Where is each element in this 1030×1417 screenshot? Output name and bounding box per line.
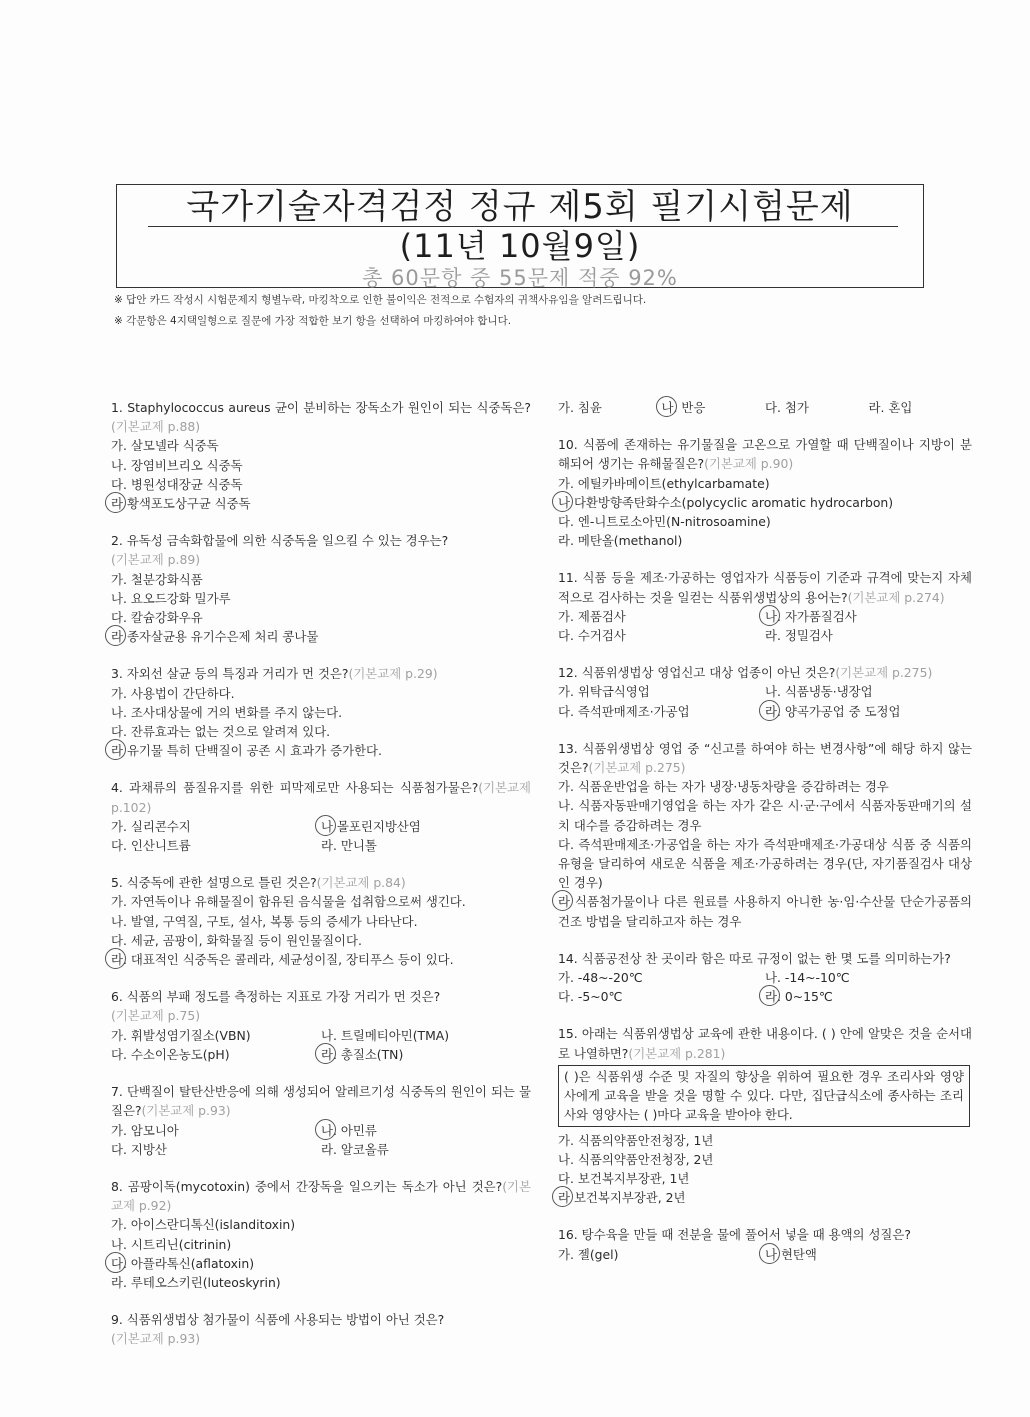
option-ga: 가. 아이스란디톡신(islanditoxin)	[111, 1217, 296, 1233]
question-text: 1. Staphylococcus aureus 균이 분비하는 장독소가 원인이 되는 식중독은?	[111, 400, 531, 415]
question-5	[111, 873, 531, 969]
left-column	[111, 398, 531, 1367]
option-ga: 가. 젤(gel)	[558, 1246, 619, 1262]
textbook-ref: (기본교제 p.88)	[111, 419, 201, 435]
textbook-ref: (기본교제 p.84)	[316, 875, 406, 891]
option-ga: 가. 식품의약품안전청장, 1년	[558, 1132, 714, 1148]
textbook-ref: (기본교제 p.75)	[111, 1008, 201, 1024]
question-11	[558, 568, 972, 645]
option-ga: 가. 에틸카바메이트(ethylcarbamate)	[558, 475, 770, 491]
option-ra-answer: 라. 양곡가공업 중 도정업	[765, 702, 972, 721]
option-ra: 라. 혼입	[868, 400, 913, 415]
question-1	[111, 398, 531, 513]
option-na: 나. 트릴메티아민(TMA)	[321, 1027, 450, 1043]
option-ga: 가. 사용법이 간단하다.	[111, 685, 235, 701]
option-na-answer: 나. 아민류	[321, 1121, 531, 1140]
option-da: 다. 즉석판매제조·가공업을 하는 자가 즉석판매제조·가공대상 식품 중 식품의 유형을 달리하여 새로운 식품을 제조·가공하려는 경우(단, 자기품질검사 대상인 경우)	[558, 836, 972, 891]
option-ra-answer: 라 식품첨가물이나 다른 원료를 사용하지 아니한 농·임·수산물 단순가공품의 건조 방법을 달리하고자 하는 경우	[558, 894, 972, 929]
option-da: 다. 세균, 곰팡이, 화학물질 등이 원인물질이다.	[111, 932, 362, 948]
question-16	[558, 1225, 972, 1263]
question-14	[558, 949, 972, 1007]
question-text: 13. 식품위생법상 영업 중 “신고를 하여야 하는 변경사항”에 해당 하지 않는 것은?	[558, 740, 972, 776]
option-da: 다. 보건복지부장관, 1년	[558, 1170, 690, 1186]
textbook-ref: (기본교제 p.93)	[141, 1103, 231, 1119]
question-8	[111, 1177, 531, 1292]
option-ga: 가. -48~-20℃	[558, 970, 643, 986]
answer-circle: 라	[111, 494, 123, 513]
option-da: 다. 칼슘강화우유	[111, 610, 203, 626]
answer-circle: 라	[558, 892, 570, 911]
title-underline	[148, 226, 898, 227]
question-text: 6. 식품의 부패 정도를 측정하는 지표로 가장 거리가 먼 것은?	[111, 989, 441, 1005]
question-15	[558, 1024, 972, 1207]
option-da: 다. 병원성대장균 식중독	[111, 476, 243, 492]
option-da: 다. 잔류효과는 없는 것으로 알려져 있다.	[111, 724, 331, 740]
answer-circle: 라.	[321, 1045, 337, 1064]
option-na: 나. 식품의약품안전청장, 2년	[558, 1151, 714, 1167]
option-na: 나. 시트리닌(citrinin)	[111, 1236, 232, 1252]
answer-circle: 나.	[662, 398, 678, 417]
hit-rate-note: 총 60문항 중 55문제 적중 92%	[362, 266, 678, 290]
question-7	[111, 1082, 531, 1159]
textbook-ref: (기본교제 p.275)	[588, 760, 686, 776]
option-ra: 라. 루테오스키린(luteoskyrin)	[111, 1274, 281, 1290]
question-4	[111, 778, 531, 855]
option-na: 나. 발열, 구역질, 구토, 설사, 복통 등의 증세가 나타난다.	[111, 913, 418, 929]
answer-circle: 라.	[765, 987, 781, 1006]
question-text: 11. 식품 등을 제조·가공하는 영업자가 식품등이 기준과 규격에 맞는지 자체적으로 검사하는 것을 일컫는 식품위생법상의 용어는?	[558, 570, 972, 605]
question-12	[558, 663, 972, 721]
option-ra-answer: 라. 총질소(TN)	[321, 1045, 531, 1064]
option-ra-answer: 라. 대표적인 식중독은 콜레라, 세균성이질, 장티푸스 등이 있다.	[111, 950, 531, 969]
option-da: 다. 즉석판매제조·가공업	[558, 703, 690, 719]
question-text: 7. 단백질이 탈탄산반응에 의해 생성되어 알레르기성 식중독의 원인이 되는 물질은?	[111, 1084, 531, 1119]
option-ra: 라. 정밀검사	[765, 628, 833, 644]
textbook-ref: (기본교제 p.90)	[704, 456, 794, 472]
question-text: 2. 유독성 금속화합물에 의한 식중독을 일으킬 수 있는 경우는?	[111, 533, 449, 549]
answer-circle: 다.	[111, 1254, 127, 1273]
option-na: 나. 조사대상물에 거의 변화를 주지 않는다.	[111, 704, 343, 720]
textbook-ref: (기본교제 p.93)	[111, 1331, 201, 1347]
question-text: 14. 식품공전상 찬 곳이라 함은 따로 규정이 없는 한 몇 도를 의미하는가?	[558, 950, 951, 966]
question-3	[111, 664, 531, 760]
option-ra-answer: 라 보건복지부장관, 2년	[558, 1188, 972, 1207]
option-ra: 라. 알코올류	[321, 1141, 389, 1157]
question-6	[111, 987, 531, 1064]
answer-circle: 라	[558, 1188, 570, 1207]
question-text: 8. 곰팡이독(mycotoxin) 중에서 간장독을 일으키는 독소가 아닌 것은?	[111, 1178, 503, 1194]
option-ga: 가. 자연독이나 유해물질이 함유된 음식물을 섭취함으로써 생긴다.	[111, 894, 466, 910]
option-ga: 가. 휘발성염기질소(VBN)	[111, 1027, 251, 1043]
option-da: 다. 인산니트륨	[111, 838, 191, 854]
option-ga: 가. 위탁급식영업	[558, 684, 650, 700]
textbook-ref: (기본교제 p.274)	[847, 589, 945, 605]
option-da: 다. -5~0℃	[558, 989, 623, 1005]
option-na-answer: 나 몰포린지방산염	[321, 817, 531, 836]
option-ra-answer: 라 유기물 특히 단백질이 공존 시 효과가 증가한다.	[111, 741, 531, 760]
answer-circle: 나	[321, 817, 333, 836]
option-ra-answer: 라 종자살균용 유기수은제 처리 콩나물	[111, 627, 531, 646]
option-na: 나. -14~-10℃	[765, 970, 850, 986]
exam-title: 국가기술자격검정 정규 제5회 필기시험문제	[186, 187, 854, 227]
option-ra: 라. 만니톨	[321, 838, 377, 854]
option-na-answer: 나 현탄액	[765, 1245, 972, 1264]
option-ga: 가. 살모넬라 식중독	[111, 438, 219, 454]
question-10	[558, 435, 972, 550]
option-na: 나. 요오드강화 밀가루	[111, 590, 231, 606]
question-box: ( )은 식품위생 수준 및 자질의 향상을 위하여 필요한 경우 조리사와 영양사에게 교육을 받을 것을 명할 수 있다. 다만, 집단급식소에 종사하는 조리사와 영양사는 ( )마다 교육을 받아야 한다.	[558, 1065, 970, 1127]
question-9-options	[558, 398, 972, 417]
textbook-ref: (기본교제 p.92)	[111, 1178, 531, 1214]
answer-circle: 라.	[111, 950, 127, 969]
option-na: 나. 장염비브리오 식중독	[111, 457, 243, 473]
option-da: 다. 첨가	[765, 400, 809, 415]
option-na-answer: 나. 자가품질검사	[765, 607, 972, 626]
question-text: 10. 식품에 존재하는 유기물질을 고온으로 가열할 때 단백질이나 지방이 분해되어 생기는 유해물질은?	[558, 437, 972, 472]
option-na: 나. 식품자동판매기영업을 하는 자가 같은 시·군·구에서 식품자동판매기의 설치 대수를 증감하려는 경우	[558, 798, 972, 833]
answer-circle: 나	[765, 1245, 777, 1264]
answer-circle: 라	[111, 741, 123, 760]
option-da: 다. 수소이온농도(pH)	[111, 1046, 230, 1062]
notice-2: ※ 각문항은 4지택일형으로 질문에 가장 적합한 보기 항을 선택하여 마킹하여야 합니다.	[114, 315, 512, 327]
option-na-answer: 나. 반응	[662, 398, 766, 417]
title-box	[116, 184, 924, 288]
answer-circle: 라.	[765, 702, 781, 721]
option-ra-answer: 라. 0~15℃	[765, 987, 972, 1006]
option-da: 다. 수거검사	[558, 628, 626, 644]
answer-circle: 라	[111, 627, 123, 646]
option-da: 다. 지방산	[111, 1141, 167, 1157]
notice-1: ※ 답안 카드 작성시 시험문제지 형별누락, 마킹착오로 인한 불이익은 전적으로 수험자의 귀책사유임을 알려드립니다.	[114, 294, 647, 306]
question-text: 5. 식중독에 관한 설명으로 틀린 것은?	[111, 875, 317, 891]
option-ga: 가. 침윤	[558, 400, 602, 415]
option-ga: 가. 암모니아	[111, 1122, 179, 1138]
option-na-answer: 나 다환방향족탄화수소(polycyclic aromatic hydrocarbon)	[558, 493, 972, 512]
answer-circle: 나	[558, 493, 570, 512]
question-text: 15. 아래는 식품위생법상 교육에 관한 내용이다. ( ) 안에 알맞은 것을 순서대로 나열하면?	[558, 1026, 972, 1061]
question-text: 9. 식품위생법상 첨가물이 식품에 사용되는 방법이 아닌 것은?	[111, 1312, 445, 1328]
question-text: 3. 자외선 살균 등의 특징과 거리가 먼 것은?	[111, 666, 349, 682]
question-2	[111, 531, 531, 646]
question-9	[111, 1310, 531, 1348]
option-da-answer: 다. 아플라톡신(aflatoxin)	[111, 1254, 531, 1273]
textbook-ref: (기본교제 p.89)	[111, 552, 201, 568]
option-ga: 가. 철분강화식품	[111, 571, 203, 587]
answer-circle: 나.	[765, 607, 781, 626]
question-text: 4. 과채류의 품질유지를 위한 피막제로만 사용되는 식품첨가물은?	[111, 780, 479, 796]
right-column	[558, 398, 972, 1282]
answer-circle: 나.	[321, 1121, 337, 1140]
exam-date: (11년 10월9일)	[399, 227, 641, 265]
textbook-ref: (기본교제 p.29)	[348, 666, 438, 682]
option-ra: 라. 메탄올(methanol)	[558, 533, 683, 549]
question-text: 16. 탕수육을 만들 때 전분을 물에 풀어서 넣을 때 용액의 성질은?	[558, 1227, 911, 1243]
question-13	[558, 739, 972, 931]
question-text: 12. 식품위생법상 영업신고 대상 업종이 아닌 것은?	[558, 665, 836, 681]
option-da: 다. 엔-니트로소아민(N-nitrosoamine)	[558, 514, 771, 530]
textbook-ref: (기본교제 p.281)	[628, 1045, 726, 1061]
option-ga: 가. 실리콘수지	[111, 818, 191, 834]
textbook-ref: (기본교제 p.102)	[111, 780, 531, 815]
option-na: 나. 식품냉동·냉장업	[765, 684, 873, 700]
textbook-ref: (기본교제 p.275)	[835, 665, 933, 681]
option-ra-answer: 라 황색포도상구균 식중독	[111, 494, 531, 513]
option-ga: 가. 식품운반업을 하는 자가 냉장·냉동차량을 증감하려는 경우	[558, 779, 889, 795]
option-ga: 가. 제품검사	[558, 608, 626, 624]
